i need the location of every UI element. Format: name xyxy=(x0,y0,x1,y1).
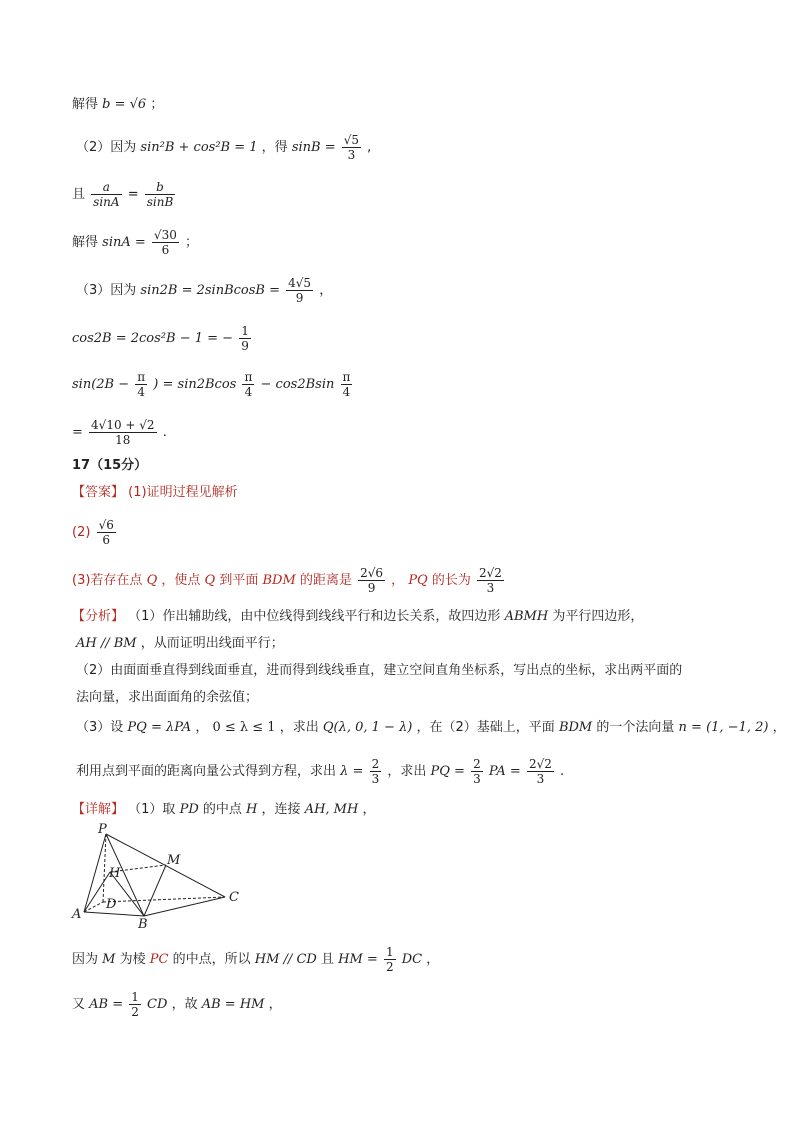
text: . xyxy=(162,425,167,440)
math: b = √6 xyxy=(102,97,147,112)
math: λ = xyxy=(340,764,364,779)
math: BDM xyxy=(558,720,593,735)
math: AH // BM xyxy=(76,636,137,651)
text: ，故 xyxy=(171,997,198,1012)
math: PD xyxy=(179,802,199,817)
label-c: C xyxy=(229,890,239,905)
edge-ab xyxy=(84,912,144,916)
fraction: $\frac{a}{\sin A}$ xyxy=(93,180,120,209)
text: 解得 xyxy=(72,235,99,250)
math: PQ = λPA xyxy=(127,720,192,735)
fraction: $\frac{2√2}{3}$ xyxy=(528,757,552,786)
text: 又 xyxy=(72,997,86,1012)
text: 为棱 xyxy=(119,952,146,967)
line-7 xyxy=(72,370,354,399)
analysis-line-5 xyxy=(76,718,786,738)
label-m: M xyxy=(167,853,181,868)
math: M xyxy=(102,952,116,967)
math: sin²B + cos²B = 1 xyxy=(140,140,258,155)
fraction: $\frac{2}{3}$ xyxy=(371,757,380,786)
math: PA = xyxy=(488,764,521,779)
text: = xyxy=(127,187,139,202)
text: (3)若存在点 xyxy=(72,573,143,588)
edge-bc xyxy=(144,897,225,916)
text: ，连接 xyxy=(261,802,301,817)
math: = xyxy=(72,425,83,440)
text: 为平行四边形， xyxy=(552,609,644,624)
math: Q xyxy=(146,573,158,588)
line-6 xyxy=(72,324,253,353)
math: AB = HM xyxy=(201,997,265,1012)
math: − cos2Bsin xyxy=(260,377,335,392)
label-d: D xyxy=(106,897,117,912)
math: PQ = xyxy=(430,764,465,779)
math: sin2B = 2sinBcosB = xyxy=(140,283,280,298)
text: （2）因为 xyxy=(76,140,137,155)
text: 到平面 xyxy=(219,573,259,588)
fraction: $\frac{\pi}{4}$ xyxy=(244,370,253,399)
answer-line xyxy=(72,483,238,503)
analysis-line-4: 法向量，求出面面角的余弦值； xyxy=(76,690,259,705)
math: n = (1, −1, 2) xyxy=(678,720,769,735)
math: Q(λ, 0, 1 − λ) xyxy=(322,720,413,735)
fraction: $\frac{4√10 + √2}{18}$ xyxy=(91,418,155,447)
text: ， xyxy=(772,720,786,735)
math: H xyxy=(246,802,258,817)
text: 解得 xyxy=(72,97,99,112)
fraction: $\frac{1}{2}$ xyxy=(131,990,139,1019)
analysis-label: 【分析】 xyxy=(72,609,125,624)
line-5 xyxy=(76,276,332,305)
text: ； xyxy=(184,235,198,250)
math: PC xyxy=(149,952,169,967)
answer-part-3 xyxy=(72,566,506,595)
answer-part-2 xyxy=(72,518,118,547)
text: 的中点，所以 xyxy=(172,952,251,967)
fraction: $\frac{2√2}{3}$ xyxy=(479,566,502,595)
text: ，使点 xyxy=(161,573,201,588)
text: ， xyxy=(426,952,440,967)
analysis-line-2 xyxy=(76,634,284,654)
detail-line-2 xyxy=(72,945,439,974)
text: , xyxy=(367,140,372,155)
fraction: $\frac{4√5}{9}$ xyxy=(288,276,312,305)
text: ，得 xyxy=(261,140,288,155)
pyramid-figure xyxy=(70,822,250,934)
text: 的一个法向量 xyxy=(596,720,675,735)
text: ，求出 xyxy=(387,764,427,779)
math: 0 ≤ λ ≤ 1 xyxy=(212,720,276,735)
math: Q xyxy=(204,573,216,588)
text: 且 xyxy=(320,952,334,967)
fraction: $\frac{b}{\sin B}$ xyxy=(146,180,174,209)
math: HM // CD xyxy=(254,952,317,967)
text: ， xyxy=(391,573,405,588)
line-1 xyxy=(72,95,163,115)
line-2 xyxy=(76,133,371,162)
text: 利用点到平面的距离向量公式得到方程，求出 xyxy=(76,764,337,779)
fraction: $\frac{2}{3}$ xyxy=(473,757,481,786)
text: （3）设 xyxy=(76,720,124,735)
answer-label: 【答案】 xyxy=(72,485,125,500)
text: ，求出 xyxy=(279,720,319,735)
text: 的长为 xyxy=(431,573,471,588)
detail-line-1 xyxy=(72,800,375,820)
analysis-line-3: （2）由面面垂直得到线面垂直，进而得到线线垂直，建立空间直角坐标系，写出点的坐标，求出两平面的 xyxy=(76,663,683,678)
math: HM = xyxy=(338,952,378,967)
text: （3）因为 xyxy=(76,283,137,298)
line-4 xyxy=(72,228,198,257)
line-3 xyxy=(72,180,177,209)
math: ABMH xyxy=(504,609,549,624)
math: sinA = xyxy=(102,235,146,250)
label-p: P xyxy=(98,822,107,837)
text: ， xyxy=(195,720,209,735)
math: sinB = xyxy=(291,140,336,155)
edge-bm xyxy=(144,865,166,916)
text: （1）作出辅助线，由中位线得到线线平行和边长关系，故四边形 xyxy=(128,609,501,624)
question-number: 17（15分） xyxy=(72,458,148,473)
fraction: $\frac{√30}{6}$ xyxy=(153,228,177,257)
text: （1）取 xyxy=(128,802,176,817)
detail-label: 【详解】 xyxy=(72,802,125,817)
text: ； xyxy=(150,97,164,112)
answer-part-1: (1)证明过程见解析 xyxy=(128,485,238,500)
fraction: $\frac{2√6}{9}$ xyxy=(360,566,384,595)
math: AB = xyxy=(89,997,124,1012)
math: PQ xyxy=(408,573,428,588)
detail-line-3 xyxy=(72,990,282,1019)
fraction: $\frac{1}{9}$ xyxy=(241,324,249,353)
math: AH, MH xyxy=(304,802,359,817)
text: ， xyxy=(268,997,282,1012)
line-8 xyxy=(72,418,167,447)
text: ， xyxy=(362,802,376,817)
text: ，从而证明出线面平行； xyxy=(140,636,284,651)
text: 因为 xyxy=(72,952,99,967)
text: . xyxy=(560,764,565,779)
label-b: B xyxy=(138,917,148,932)
text: ， xyxy=(319,283,333,298)
fraction: $\frac{\pi}{4}$ xyxy=(342,370,351,399)
math: sin(2B − xyxy=(72,377,130,392)
text: 的距离是 xyxy=(299,573,352,588)
fraction: $\frac{1}{2}$ xyxy=(385,945,394,974)
analysis-line-6 xyxy=(76,757,564,786)
fraction: $\frac{√5}{3}$ xyxy=(343,133,360,162)
math: ) = sin2Bcos xyxy=(153,377,237,392)
text: 的中点 xyxy=(202,802,242,817)
math: cos2B = 2cos²B − 1 = − xyxy=(72,331,234,346)
fraction: $\frac{\pi}{4}$ xyxy=(137,370,146,399)
label-a: A xyxy=(72,907,82,922)
math: BDM xyxy=(262,573,296,588)
math: DC xyxy=(401,952,423,967)
label-h: H xyxy=(109,866,121,881)
text: (2) xyxy=(72,525,91,540)
analysis-line-1 xyxy=(72,607,643,627)
fraction: $\frac{√6}{6}$ xyxy=(98,518,114,547)
math: CD xyxy=(147,997,168,1012)
text: ，在（2）基础上，平面 xyxy=(416,720,555,735)
text: 且 xyxy=(72,187,86,202)
